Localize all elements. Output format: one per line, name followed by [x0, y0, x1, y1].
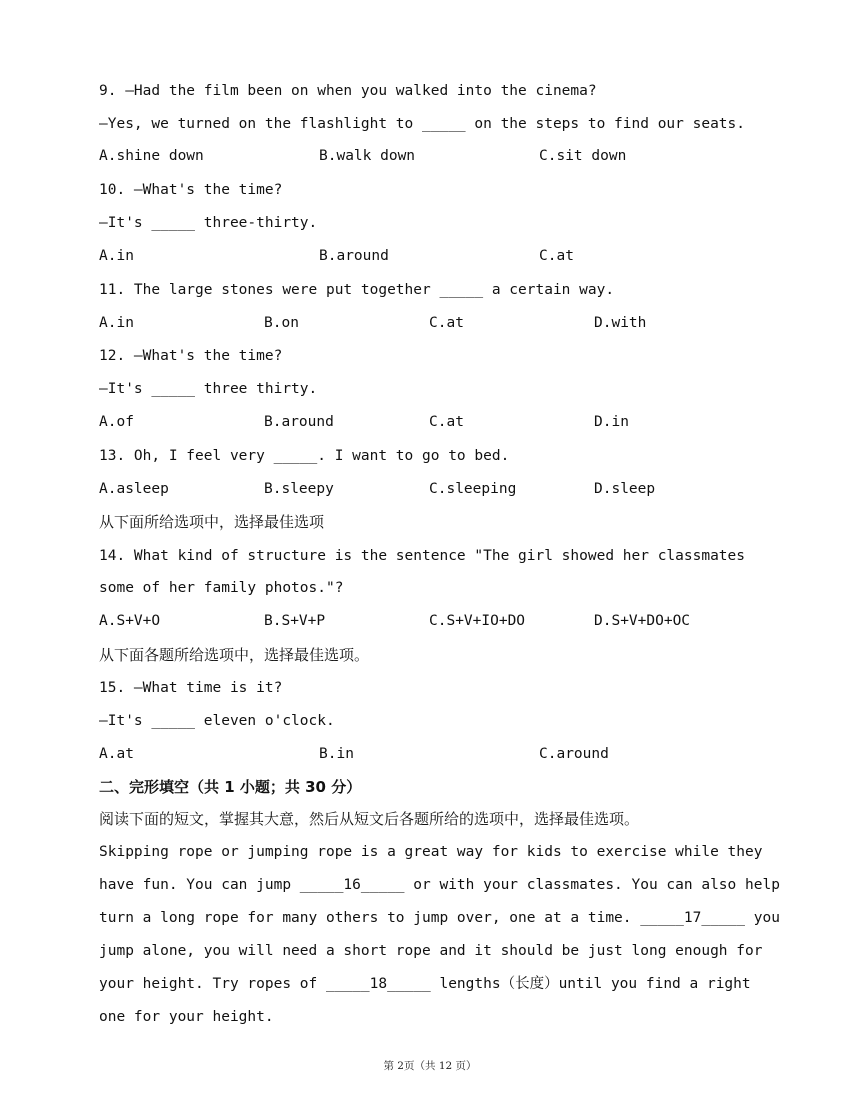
q15-instruction: 从下面各题所给选项中，选择最佳选项。 — [99, 646, 370, 664]
q13-stem-line-1: 13. Oh, I feel very _____. I want to go to bed. — [99, 448, 510, 464]
q13-option-c: C.sleeping — [429, 481, 517, 497]
q13-option-a: A.asleep — [99, 481, 169, 497]
q10-option-b: B.around — [319, 248, 389, 264]
q9-option-a: A.shine down — [99, 148, 204, 164]
q15-stem-line-1: 15. —What time is it? — [99, 680, 283, 696]
q12-option-c: C.at — [429, 414, 464, 430]
q9-stem-line-1: 9. —Had the film been on when you walked into the cinema? — [99, 83, 597, 99]
q11-option-a: A.in — [99, 315, 134, 331]
page-footer: 第 2页（共 12 页） — [383, 1060, 477, 1072]
q12-option-b: B.around — [264, 414, 334, 430]
passage-line-1: Skipping rope or jumping rope is a great way for kids to exercise while they — [99, 844, 763, 860]
q12-option-d: D.in — [594, 414, 629, 430]
passage-line-2: have fun. You can jump _____16_____ or with your classmates. You can also help — [99, 877, 780, 893]
q12-stem-line-2: —It's _____ three thirty. — [99, 381, 318, 397]
q11-option-b: B.on — [264, 315, 299, 331]
q14-stem-line-1: 14. What kind of structure is the sentence "The girl showed her classmates — [99, 548, 746, 564]
q14-option-d: D.S+V+DO+OC — [594, 613, 691, 629]
passage-line-5: your height. Try ropes of _____18_____ lengths（长度）until you find a right — [99, 976, 751, 992]
q10-option-c: C.at — [539, 248, 574, 264]
q15-option-c: C.around — [539, 746, 609, 762]
q11-stem-line-1: 11. The large stones were put together _____ a certain way. — [99, 282, 615, 298]
q15-stem-line-2: —It's _____ eleven o'clock. — [99, 713, 335, 729]
q12-option-a: A.of — [99, 414, 134, 430]
q14-option-b: B.S+V+P — [264, 613, 326, 629]
q12-stem-line-1: 12. —What's the time? — [99, 348, 283, 364]
q13-option-d: D.sleep — [594, 481, 656, 497]
section-heading: 二、完形填空（共 1 小题；共 30 分） — [99, 778, 362, 796]
q15-option-a: A.at — [99, 746, 134, 762]
q10-stem-line-2: —It's _____ three-thirty. — [99, 215, 318, 231]
q14-option-c: C.S+V+IO+DO — [429, 613, 526, 629]
passage-line-6: one for your height. — [99, 1009, 274, 1025]
q10-stem-line-1: 10. —What's the time? — [99, 182, 283, 198]
q10-option-a: A.in — [99, 248, 134, 264]
q13-option-b: B.sleepy — [264, 481, 334, 497]
q14-instruction: 从下面所给选项中，选择最佳选项 — [99, 513, 325, 531]
passage-line-3: turn a long rope for many others to jump over, one at a time. _____17_____ you — [99, 910, 780, 926]
q15-option-b: B.in — [319, 746, 354, 762]
q11-option-c: C.at — [429, 315, 464, 331]
section-instruction: 阅读下面的短文，掌握其大意，然后从短文后各题所给的选项中，选择最佳选项。 — [99, 810, 640, 828]
q14-option-a: A.S+V+O — [99, 613, 161, 629]
q9-option-b: B.walk down — [319, 148, 416, 164]
q11-option-d: D.with — [594, 315, 647, 331]
passage-line-4: jump alone, you will need a short rope and it should be just long enough for — [99, 943, 763, 959]
q9-option-c: C.sit down — [539, 148, 627, 164]
q9-stem-line-2: —Yes, we turned on the flashlight to _____ on the steps to find our seats. — [99, 116, 746, 132]
q14-stem-line-2: some of her family photos."? — [99, 580, 344, 596]
